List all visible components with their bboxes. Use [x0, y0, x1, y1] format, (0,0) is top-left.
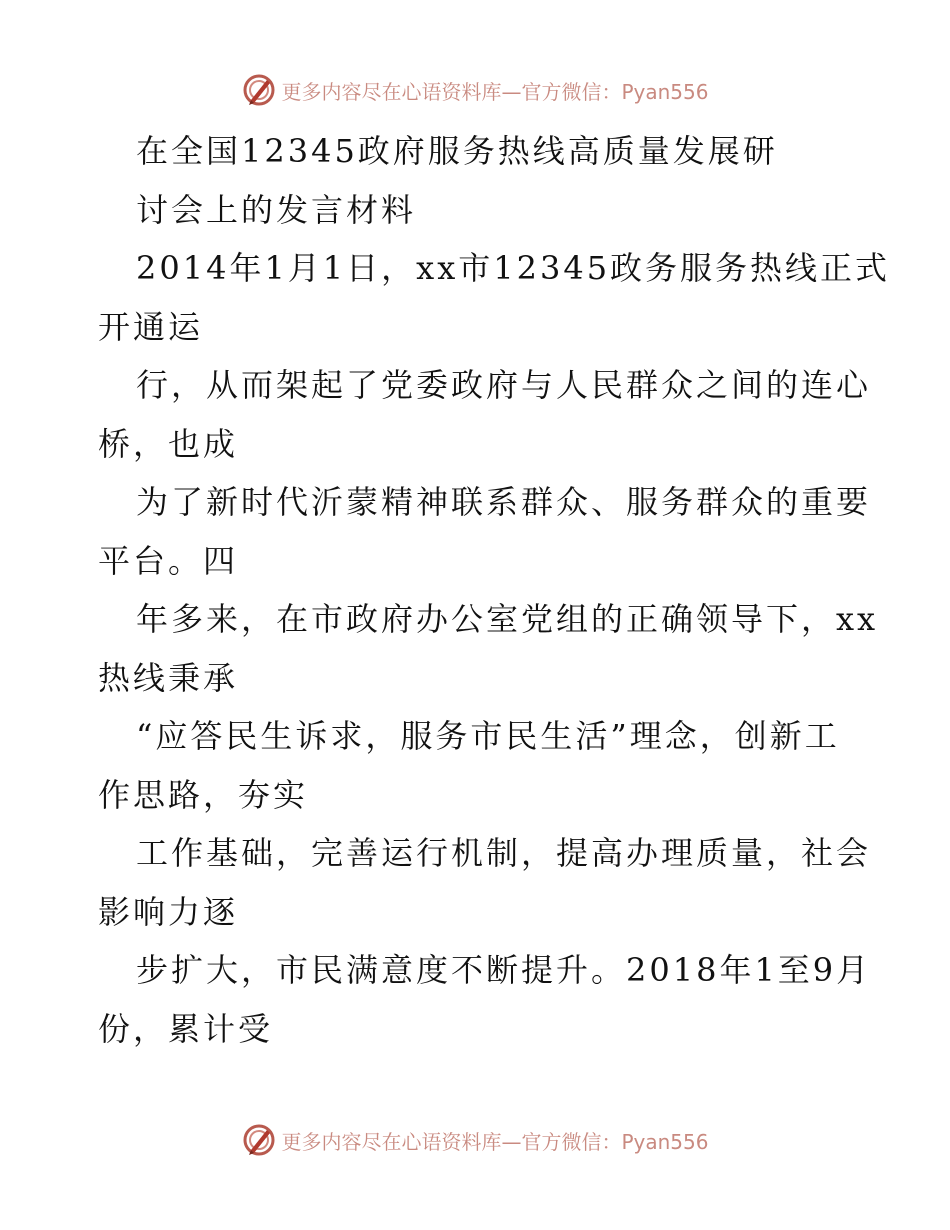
title-line-1: 在全国12345政府服务热线高质量发展研 — [136, 132, 778, 170]
paragraph-line: 热线秉承 — [98, 658, 239, 697]
paragraph-line: 为了新时代沂蒙精神联系群众、服务群众的重要 — [136, 483, 872, 521]
paragraph-line: 年多来，在市政府办公室党组的正确领导下，xx — [136, 600, 879, 638]
paragraph-line: 影响力逐 — [98, 892, 239, 931]
watermark-footer — [0, 1120, 950, 1160]
paragraph-line: “应答民生诉求，服务市民生活”理念，创新工 — [136, 717, 840, 755]
paragraph-line: 份，累计受 — [98, 1009, 274, 1048]
paragraph-line: 2014年1月1日，xx市12345政务服务热线正式 — [136, 249, 891, 287]
watermark-text: 更多内容尽在心语资料库—官方微信：Pyan556 — [281, 1129, 709, 1154]
document-body — [98, 122, 891, 1058]
watermark-header — [0, 70, 950, 110]
paragraph-line: 作思路，夯实 — [98, 775, 309, 814]
paragraph-line: 桥，也成 — [98, 424, 239, 463]
paragraph-line: 开通运 — [98, 307, 204, 346]
paragraph-line: 行，从而架起了党委政府与人民群众之间的连心 — [136, 366, 872, 404]
pen-logo-icon — [241, 1122, 277, 1158]
pen-logo-icon — [241, 72, 277, 108]
paragraph-line: 工作基础，完善运行机制，提高办理质量，社会 — [136, 834, 872, 872]
title-line-2: 讨会上的发言材料 — [136, 190, 417, 229]
paragraph-line: 平台。四 — [98, 541, 239, 580]
paragraph-line: 步扩大，市民满意度不断提升。2018年1至9月 — [136, 951, 872, 989]
watermark-text: 更多内容尽在心语资料库—官方微信：Pyan556 — [281, 79, 709, 104]
